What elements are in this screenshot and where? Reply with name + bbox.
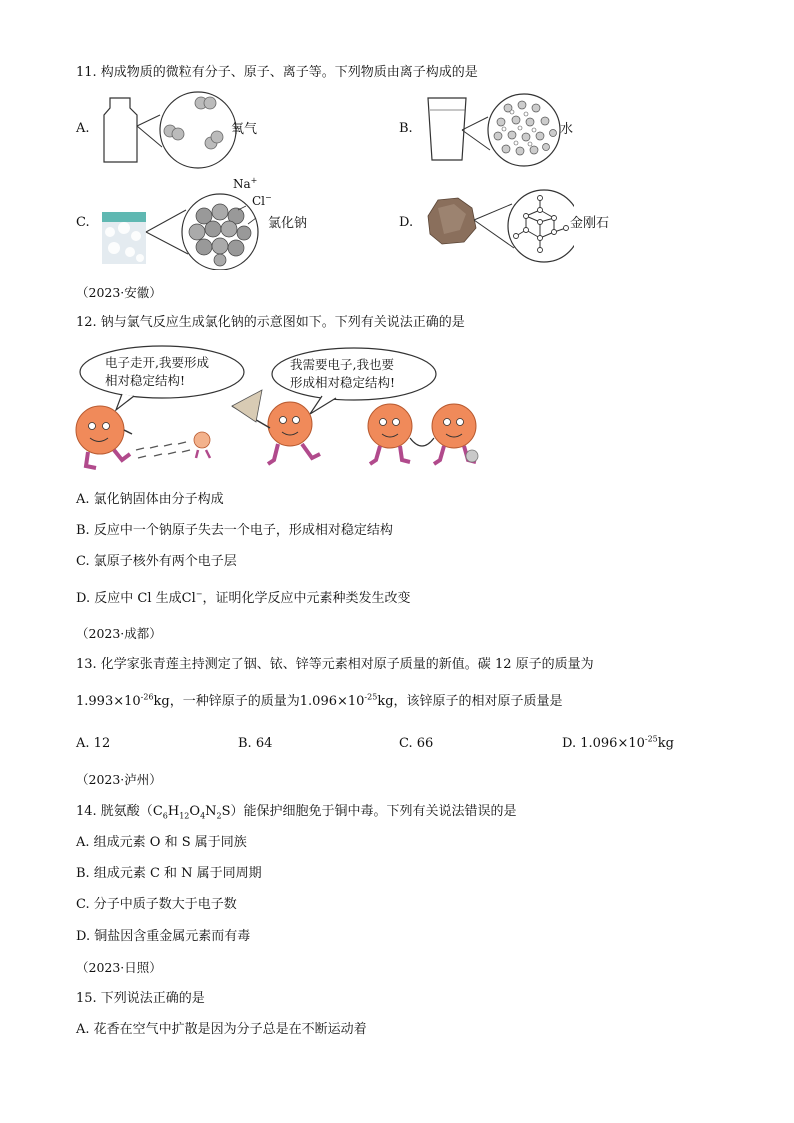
q11-option-c-label: 氯化钠 [268, 216, 308, 231]
q13-option-c: C. 66 [399, 736, 434, 751]
q14-option-b: B. 组成元素 C 和 N 属于同周期 [76, 866, 262, 881]
q11-option-b-letter: B. [399, 121, 413, 136]
source-label: （2023·泸州） [76, 772, 162, 787]
q11-option-c-letter: C. [76, 215, 90, 230]
diamond-illustration [424, 186, 574, 266]
q11-option-d-label: 金刚石 [570, 216, 610, 231]
q13-option-d: D. $1.096\times 10^{-25}kg$ [562, 734, 674, 751]
q13-option-a: A. 12 [76, 736, 111, 751]
q12-option-d: D. 反应中 Cl 生成Cl−，证明化学反应中元素种类发生改变 [76, 589, 411, 606]
q14-stem: 14. 胱氨酸$(C_6H_{12}O_4N_2S)$能保护细胞免于铜中毒。下列有关说法错误的是 [76, 804, 517, 821]
left-bubble-line2: 相对稳定结构! [105, 373, 186, 388]
source-label: （2023·安徽） [76, 285, 162, 300]
q14-option-a: A. 组成元素 O 和 S 属于同族 [76, 835, 247, 850]
q15-option-a: A. 花香在空气中扩散是因为分子总是在不断运动着 [76, 1022, 367, 1037]
q12-option-c: C. 氯原子核外有两个电子层 [76, 554, 237, 569]
right-bubble-line2: 形成相对稳定结构! [290, 375, 396, 390]
sodium-ion-label: Na+ [233, 176, 258, 191]
source-label: （2023·日照） [76, 960, 162, 975]
q13-stem: 13. 化学家张青莲主持测定了铟、铱、锌等元素相对原子质量的新值。碳 12 原子的质量为 [76, 657, 594, 672]
q11-option-a-letter: A. [76, 121, 90, 136]
q14-option-c: C. 分子中质子数大于电子数 [76, 897, 237, 912]
q11-option-a-label: 氧气 [231, 122, 258, 137]
q11-option-b-label: 水 [560, 122, 574, 137]
q11-option-d-letter: D. [399, 215, 414, 230]
sodium-chloride-illustration [100, 188, 265, 270]
chloride-ion-label: Cl− [252, 193, 272, 208]
q14-option-d: D. 铜盐因含重金属元素而有毒 [76, 929, 251, 944]
left-bubble-line1: 电子走开,我要形成 [105, 355, 209, 370]
q12-option-a: A. 氯化钠固体由分子构成 [76, 492, 224, 507]
source-label: （2023·成都） [76, 626, 162, 641]
q13-stem-line2: $1.993\times 10^{-26}kg$，一种锌原子的质量为$1.096\times 10^{-25}kg$，该锌原子的相对原子质量是 [76, 692, 563, 709]
q12-option-b: B. 反应中一个钠原子失去一个电子，形成相对稳定结构 [76, 523, 393, 538]
q13-option-b: B. 64 [238, 736, 273, 751]
right-bubble-line1: 我需要电子,我也要 [290, 357, 394, 372]
water-glass-illustration [424, 92, 564, 168]
q12-stem: 12. 钠与氯气反应生成氯化钠的示意图如下。下列有关说法正确的是 [76, 315, 465, 330]
q11-stem: 11. 构成物质的微粒有分子、原子、离子等。下列物质由离子构成的是 [76, 65, 478, 80]
q15-stem: 15. 下列说法正确的是 [76, 991, 205, 1006]
